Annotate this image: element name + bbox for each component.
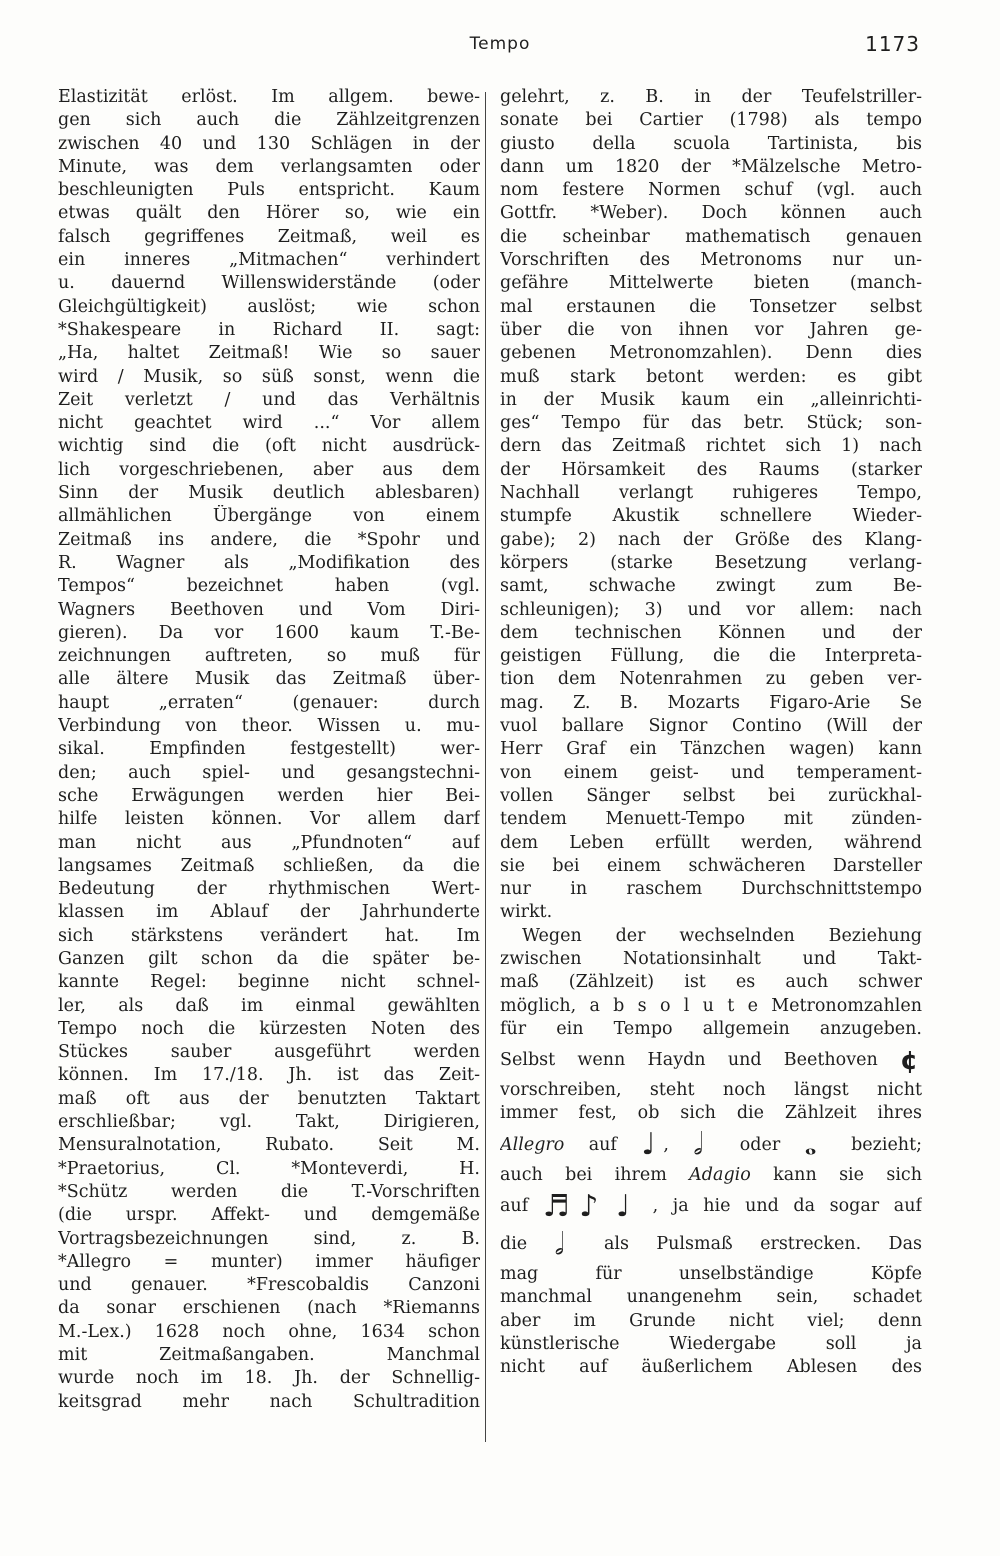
text-fragment: als Pulsmaß erstrecken. Das — [603, 1234, 922, 1255]
text-line: künstlerische Wiedergabe soll ja — [500, 1333, 922, 1354]
text-line: gebenen Metronomzahlen). Denn dies — [500, 343, 922, 364]
text-line: maß oft aus der benutzten Taktart — [58, 1088, 480, 1109]
text-line: Ganzen gilt schon da die später be- — [58, 948, 480, 969]
text-line: erschließbar; vgl. Takt, Dirigieren, — [58, 1112, 480, 1133]
text-line: in der Musik kaum ein „alleinrichti- — [500, 389, 922, 410]
text-line: hilfe leisten können. Vor allem darf — [58, 809, 480, 830]
whole-note-icon: 𝅝 — [804, 1127, 817, 1163]
eighth-note-icon: ♪ — [579, 1188, 599, 1224]
text-line: ein inneres „Mitmachen“ verhindert — [58, 250, 480, 271]
music-line-5 — [500, 1164, 922, 1187]
sixteenth-notes-icon: ♬ — [542, 1188, 570, 1224]
text-line: sie bei einem schwächeren Darsteller — [500, 855, 922, 876]
text-line: Mensuralnotation, Rubato. Seit M. — [58, 1135, 480, 1156]
text-line: kannte Regel: beginne nicht schnel- — [58, 972, 480, 993]
text-line: allmählichen Übergänge von einem — [58, 506, 480, 527]
text-line: nicht auf äußerlichem Ablesen des — [500, 1357, 922, 1378]
text-line: sich stärkstens verändert hat. Im — [58, 925, 480, 946]
text-line: die scheinbar mathematisch genauen — [500, 226, 922, 247]
text-fragment: die — [500, 1234, 528, 1255]
text-line: mal erstaunen die Tonsetzer selbst — [500, 296, 922, 317]
text-line: wurde noch im 18. Jh. der Schnellig- — [58, 1368, 480, 1389]
text-line: R. Wagner als „Modifikation des — [58, 552, 480, 573]
text-line: zeichnungen auftreten, so muß für — [58, 646, 480, 667]
text-line: Gleichgültigkeit) auslöst; wie schon — [58, 296, 480, 317]
text-line: gefähre Mittelwerte bieten (manch- — [500, 273, 922, 294]
text-fragment: auf — [588, 1134, 617, 1155]
text-line: mag. Z. B. Mozarts Figaro-Arie Se — [500, 692, 922, 713]
text-fragment: , ja hie und da sogar auf — [652, 1196, 922, 1217]
text-line: Vorschriften des Metronoms nur un- — [500, 250, 922, 271]
text-line: beschleunigten Puls entspricht. Kaum — [58, 180, 480, 201]
text-line: für ein Tempo allgemein anzugeben. — [500, 1018, 922, 1039]
text-line: geistigen Füllung, die die Interpreta- — [500, 646, 922, 667]
text-line: vuol ballare Signor Contino (Will der — [500, 716, 922, 737]
quarter-note-icon: ♩ — [641, 1127, 656, 1163]
text-line: sikal. Empfinden festgestellt) wer- — [58, 739, 480, 760]
right-column — [500, 86, 922, 1380]
text-line: Zeit verletzt / und das Verhältnis — [58, 389, 480, 410]
text-line: *Praetorius, Cl. *Monteverdi, H. — [58, 1158, 480, 1179]
text-line: lich vorgeschriebenen, aber aus dem — [58, 459, 480, 480]
text-line: gen sich auch die Zählzeitgrenzen — [58, 110, 480, 131]
text-line: da sonar erschienen (nach *Riemanns — [58, 1298, 480, 1319]
text-line: Verbindung von theor. Wissen u. mu- — [58, 716, 480, 737]
text-line: (die urspr. Affekt- und demgemäße — [58, 1205, 480, 1226]
text-fragment: , — [663, 1134, 669, 1155]
half-note-icon: 𝅗𝅥 — [693, 1127, 703, 1163]
text-line: den; auch spiel- und gesangstechni- — [58, 762, 480, 783]
text-line: alle ältere Musik das Zeitmaß über- — [58, 669, 480, 690]
text-line: der Hörsamkeit des Raums (starker — [500, 459, 922, 480]
text-fragment: auch bei ihrem — [500, 1164, 667, 1185]
text-line: langsames Zeitmaß schließen, da die — [58, 855, 480, 876]
text-line: zwischen Notationsinhalt und Takt- — [500, 948, 922, 969]
text-line: von einem geist- und temperament- — [500, 762, 922, 783]
music-line-4 — [500, 1126, 922, 1164]
text-line: sonate bei Cartier (1798) als tempo — [500, 110, 922, 131]
music-line-7 — [500, 1225, 922, 1263]
text-line: mag für unselbständige Köpfe — [500, 1264, 922, 1285]
text-line: dern das Zeitmaß richtet sich 1) nach — [500, 436, 922, 457]
text-fragment: bezieht; — [851, 1134, 922, 1155]
text-line: Tempos“ bezeichnet haben (vgl. — [58, 576, 480, 597]
text-line: maß (Zählzeit) ist es auch schwer — [500, 972, 922, 993]
text-line: Bedeutung der rhythmischen Wert- — [58, 879, 480, 900]
text-fragment: kann sie sich — [773, 1164, 922, 1185]
text-fragment: Selbst wenn Haydn und Beethoven — [500, 1050, 878, 1071]
text-line: samt, schwache zwingt zum Be- — [500, 576, 922, 597]
text-line: *Shakespeare in Richard II. sagt: — [58, 319, 480, 340]
column-divider — [485, 92, 486, 1442]
text-line: schleunigen); 3) und vor allem: nach — [500, 599, 922, 620]
text-line: Zeitmaß ins andere, die *Spohr und — [58, 529, 480, 550]
text-line: ges“ Tempo für das betr. Stück; son- — [500, 413, 922, 434]
right-column-upper-text — [500, 86, 922, 1041]
running-head — [0, 34, 1000, 58]
text-fragment: Adagio — [689, 1164, 751, 1185]
text-line: haupt „erraten“ (genauer: durch — [58, 692, 480, 713]
text-line: und genauer. *Frescobaldis Canzoni — [58, 1275, 480, 1296]
text-line: gelehrt, z. B. in der Teufelstriller- — [500, 87, 922, 107]
text-line: „Ha, haltet Zeitmaß! Wie so sauer — [58, 343, 480, 364]
text-line: wirkt. — [500, 902, 553, 923]
text-line: stumpfe Akustik schnellere Wieder- — [500, 506, 922, 527]
text-line: *Schütz werden die T.-Vorschriften — [58, 1181, 480, 1202]
text-line: tendem Menuett-Tempo mit zünden- — [500, 809, 922, 830]
text-line: gabe); 2) nach der Größe des Klang- — [500, 529, 922, 550]
right-column-lower-text — [500, 1263, 922, 1379]
text-line: dem Leben erfüllt werden, während — [500, 832, 922, 853]
text-line: sche Erwägungen werden hier Bei- — [58, 785, 480, 806]
text-line: Wagners Beethoven und Vom Diri- — [58, 599, 480, 620]
text-line: wichtig sind die (oft nicht ausdrück- — [58, 436, 480, 457]
text-line: ler, als daß im einmal gewählten — [58, 995, 480, 1016]
left-column — [58, 86, 480, 1414]
text-line: dann um 1820 der *Mälzelsche Metro- — [500, 156, 922, 177]
text-line: nicht geachtet wird ...“ Vor allem — [58, 413, 480, 434]
text-fragment: auf — [500, 1196, 529, 1217]
text-line: aber im Grunde nicht viel; denn — [500, 1310, 922, 1331]
text-line: M.-Lex.) 1628 noch ohne, 1634 schon — [58, 1321, 480, 1342]
alla-breve-symbol: ¢ — [900, 1045, 919, 1076]
text-line: giusto della scuola Tartinista, bis — [500, 133, 922, 154]
text-line: tion dem Notenrahmen zu geben ver- — [500, 669, 922, 690]
text-line: vollen Sänger selbst bei zurückhal- — [500, 785, 922, 806]
text-line: möglich, a b s o l u t e Metronomzahlen — [500, 995, 922, 1016]
music-line-6 — [500, 1187, 922, 1225]
text-line: Elastizität erlöst. Im allgem. bewe- — [58, 87, 480, 107]
text-line: falsch gegriffenes Zeitmaß, weil es — [58, 226, 480, 247]
music-line-3: immer fest, ob sich die Zählzeit ihres — [500, 1103, 922, 1124]
page-title: Tempo — [469, 34, 531, 54]
text-line: *Allegro = munter) immer häufiger — [58, 1251, 480, 1272]
text-line: Herr Graf ein Tänzchen wagen) kann — [500, 739, 922, 760]
text-line: man nicht aus „Pfundnoten“ auf — [58, 832, 480, 853]
half-note-icon: 𝅗𝅥 — [554, 1226, 565, 1262]
text-fragment: oder — [739, 1134, 781, 1155]
text-line: können. Im 17./18. Jh. ist das Zeit- — [58, 1065, 480, 1086]
quarter-note-icon: ♩ — [616, 1188, 631, 1224]
music-line-2: vorschreiben, steht noch längst nicht — [500, 1080, 922, 1101]
text-line: dem technischen Können und der — [500, 622, 922, 643]
text-line: keitsgrad mehr nach Schultradition — [58, 1391, 480, 1412]
text-line: Nachhall verlangt ruhigeres Tempo, — [500, 483, 922, 504]
text-line: muß stark betont werden: es gibt — [500, 366, 922, 387]
text-line: Vortragsbezeichnungen sind, z. B. — [58, 1228, 480, 1249]
text-line: nom festere Normen schuf (vgl. auch — [500, 180, 922, 201]
text-line: etwas quält den Hörer so, wie ein — [58, 203, 480, 224]
text-line: Stückes sauber ausgeführt werden — [58, 1042, 480, 1063]
music-line-1 — [500, 1041, 922, 1079]
text-line: Tempo noch die kürzesten Noten des — [58, 1018, 480, 1039]
text-line: manchmal unangenehm sein, schadet — [500, 1287, 922, 1308]
text-line: nur in raschem Durchschnittstempo — [500, 879, 922, 900]
text-fragment: Allegro — [500, 1134, 565, 1155]
text-line: zwischen 40 und 130 Schlägen in der — [58, 133, 480, 154]
text-line: körpers (starke Besetzung verlang- — [500, 552, 922, 573]
text-line: u. dauernd Willenswiderstände (oder — [58, 273, 480, 294]
text-line: gieren). Da vor 1600 kaum T.-Be- — [58, 622, 480, 643]
text-line: wird / Musik, so süß sonst, wenn die — [58, 366, 480, 387]
text-line: Sinn der Musik deutlich ablesbaren) — [58, 483, 480, 504]
page-number: 1173 — [865, 32, 920, 56]
text-line: Gottfr. *Weber). Doch können auch — [500, 203, 922, 224]
text-line: über die von ihnen vor Jahren ge- — [500, 319, 922, 340]
text-line: mit Zeitmaßangaben. Manchmal — [58, 1345, 480, 1366]
text-line: Minute, was dem verlangsamten oder — [58, 156, 480, 177]
text-line: Wegen der wechselnden Beziehung — [522, 925, 922, 946]
text-line: klassen im Ablauf der Jahrhunderte — [58, 902, 480, 923]
